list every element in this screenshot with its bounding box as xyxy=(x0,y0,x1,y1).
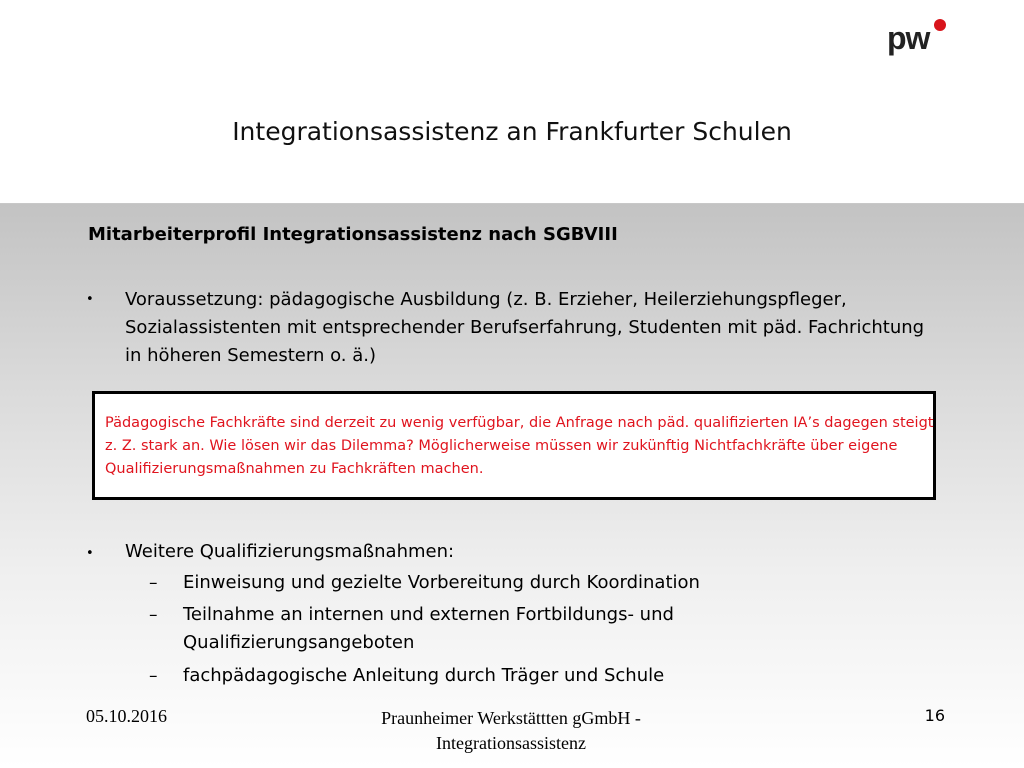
logo-text: pw xyxy=(887,20,930,56)
footer-organization: Praunheimer Werkstättten gGmbH - Integrationsassistenz xyxy=(381,708,641,753)
note-box xyxy=(92,391,936,500)
page-number: 16 xyxy=(924,706,945,725)
dash-icon: – xyxy=(149,573,158,593)
dash-icon: – xyxy=(149,605,158,625)
list-item: Weitere Qualifizierungsmaßnahmen: xyxy=(125,541,455,562)
sub-list-item: Einweisung und gezielte Vorbereitung durch Koordination xyxy=(183,572,700,593)
dash-icon: – xyxy=(149,666,158,686)
list-item: Voraussetzung: pädagogische Ausbildung (z. B. Erzieher, Heilerziehungspfleger, Sozialassistenten mit entsprechender Berufserfahrung, Studenten mit päd. Fachrichtung in höheren Semestern o. ä.) xyxy=(125,289,925,366)
note-text: Pädagogische Fachkräfte sind derzeit zu wenig verfügbar, die Anfrage nach päd. qualifizierten IA’s dagegen steigt z. Z. stark an. Wie lösen wir das Dilemma? Möglicherweise müssen wir zukünftig Nichtfachkräfte über eigene Qualifizierungsmaßnahmen zu Fachkräften machen. xyxy=(105,415,934,477)
sub-list-item: Teilnahme an internen und externen Fortbildungs- und Qualifizierungsangeboten xyxy=(183,604,674,653)
slide-header xyxy=(0,0,1024,204)
footer-date: 05.10.2016 xyxy=(86,706,167,726)
logo-dot-icon xyxy=(934,19,946,31)
section-heading: Mitarbeiterprofil Integrationsassistenz nach SGBVIII xyxy=(88,224,618,245)
slide-title: Integrationsassistenz an Frankfurter Schulen xyxy=(232,117,792,146)
bullet-icon: • xyxy=(86,546,94,561)
sub-list-item: fachpädagogische Anleitung durch Träger und Schule xyxy=(183,665,665,686)
bullet-icon: • xyxy=(86,292,94,307)
company-logo xyxy=(887,14,957,58)
